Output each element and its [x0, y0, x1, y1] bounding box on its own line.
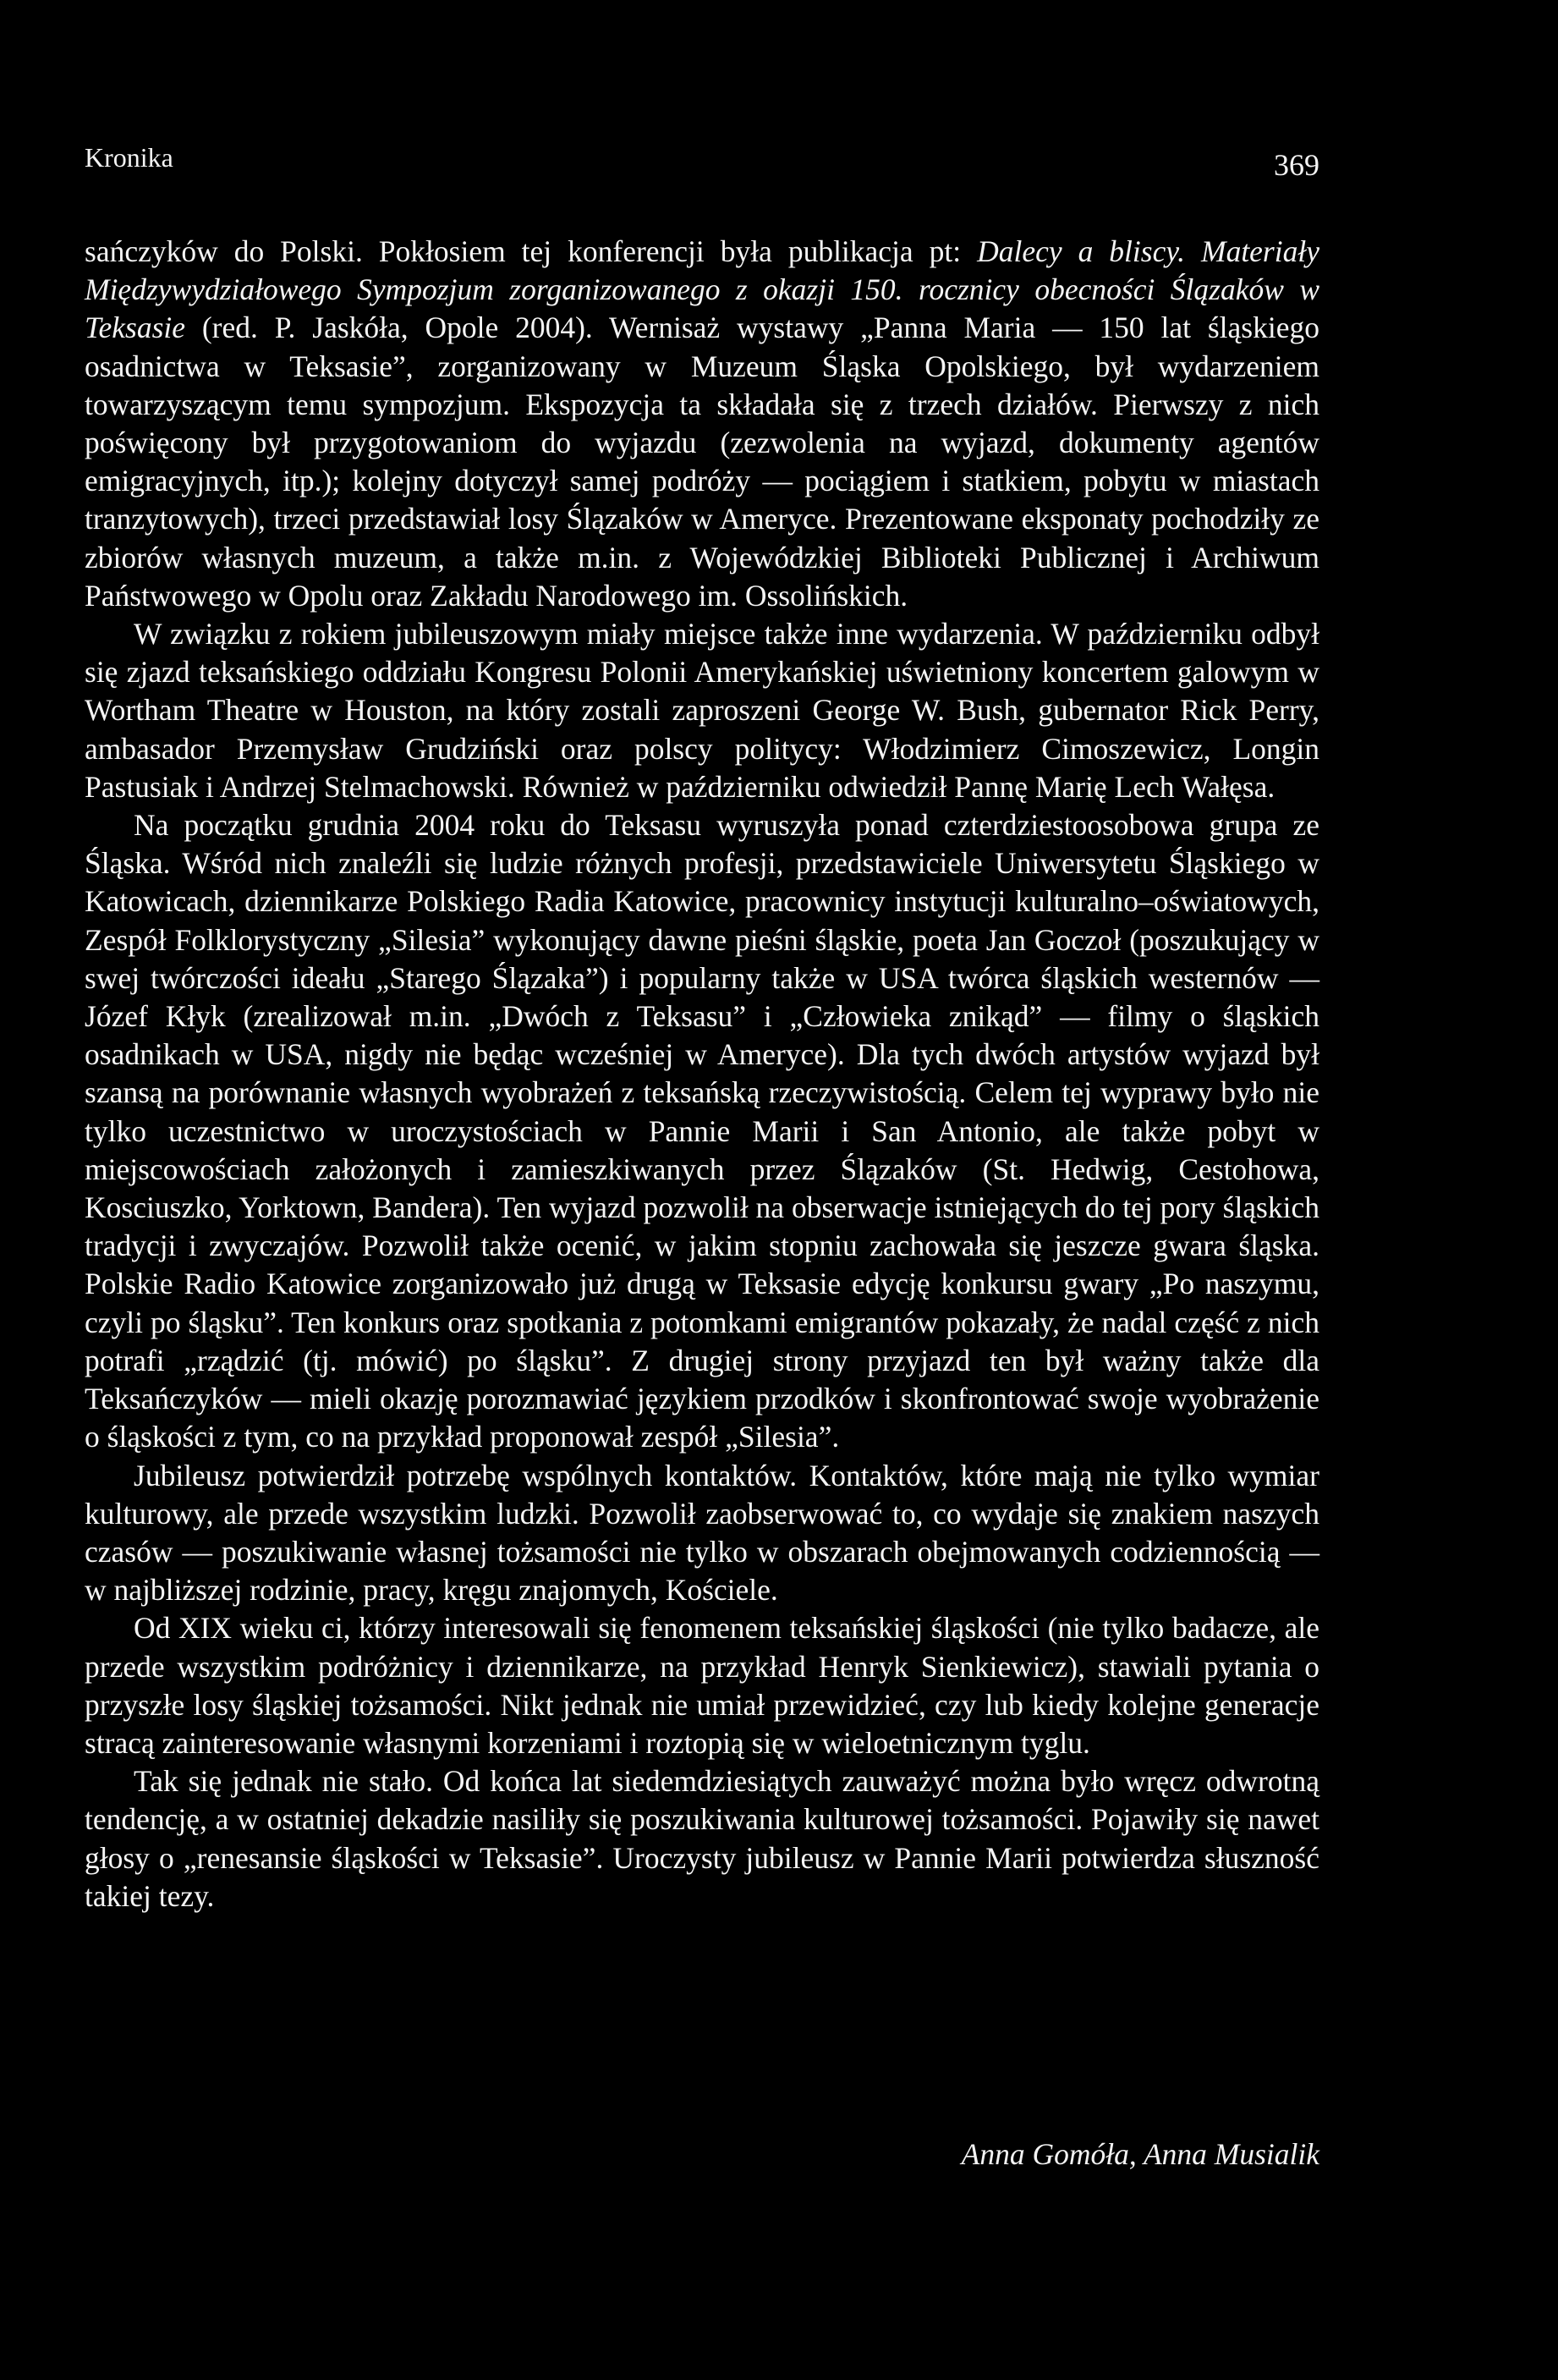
paragraph-6: Tak się jednak nie stało. Od końca lat siedemdziesiątych zauważyć można było wręcz odwrotną tendencję, a w ostatniej dekadzie nasiliły się poszukiwania kulturowej tożsamości. Pojawiły się nawet głosy o „renesansie śląskości w Teksasie”. Uroczysty jubileusz w Pannie Marii potwierdza słuszność takiej tezy.	[85, 1764, 1319, 1913]
publication-title: Dalecy a bliscy. Materiały Międzywydziałowego Sympozjum zorganizowanego z okazji 150. rocznicy obecności Ślązaków w Teksasie	[85, 234, 1319, 345]
paragraph-1-text-a: sańczyków do Polski. Pokłosiem tej konferencji była publikacja pt:	[85, 234, 978, 268]
paragraph-1-text-b: (red. P. Jaskóła, Opole 2004). Wernisaż wystawy „Panna Maria — 150 lat śląskiego osadnictwa w Teksasie”, zorganizowany w Muzeum Śląska Opolskiego, był wydarzeniem towarzyszącym temu sympozjum. Ekspozycja ta składała się z trzech działów. Pierwszy z nich poświęcony był przygotowaniom do wyjazdu (zezwolenia na wyjazd, dokumenty agentów emigracyjnych, itp.); kolejny dotyczył samej podróży — pociągiem i statkiem, pobytu w miastach tranzytowych), trzeci przedstawiał losy Ślązaków w Ameryce. Prezentowane eksponaty pochodziły ze zbiorów własnych muzeum, a także m.in. z Wojewódzkiej Biblioteki Publicznej i Archiwum Państwowego w Opolu oraz Zakładu Narodowego im. Ossolińskich.	[85, 311, 1319, 613]
paragraph-5: Od XIX wieku ci, którzy interesowali się fenomenem teksańskiej śląskości (nie tylko badacze, ale przede wszystkim podróżnicy i dziennikarze, na przykład Henryk Sienkiewicz), stawiali pytania o przyszłe losy śląskiej tożsamości. Nikt jednak nie umiał przewidzieć, czy lub kiedy kolejne generacje stracą zainteresowanie własnymi korzeniami i roztopią się w wieloetnicznym tyglu.	[85, 1611, 1319, 1760]
paragraph-2: W związku z rokiem jubileuszowym miały miejsce także inne wydarzenia. W październiku odbył się zjazd teksańskiego oddziału Kongresu Polonii Amerykańskiej uświetniony koncertem galowym w Wortham Theatre w Houston, na który zostali zaproszeni George W. Bush, gubernator Rick Perry, ambasador Przemysław Grudziński oraz polscy politycy: Włodzimierz Cimoszewicz, Longin Pastusiak i Andrzej Stelmachowski. Również w październiku odwiedził Pannę Marię Lech Wałęsa.	[85, 617, 1319, 804]
article-body	[85, 233, 1319, 1916]
section-title: Kronika	[85, 142, 173, 173]
page-number: 369	[1274, 148, 1319, 182]
paragraph-1	[85, 233, 1319, 615]
paragraph-3: Na początku grudnia 2004 roku do Teksasu wyruszyła ponad czterdziestoosobowa grupa ze Śląska. Wśród nich znaleźli się ludzie różnych profesji, przedstawiciele Uniwersytetu Śląskiego w Katowicach, dziennikarze Polskiego Radia Katowice, pracownicy instytucji kulturalno–oświatowych, Zespół Folklorystyczny „Silesia” wykonujący dawne pieśni śląskie, poeta Jan Goczoł (poszukujący w swej twórczości ideału „Starego Ślązaka”) i popularny także w USA twórca śląskich westernów — Józef Kłyk (zrealizował m.in. „Dwóch z Teksasu” i „Człowieka znikąd” — filmy o śląskich osadnikach w USA, nigdy nie będąc wcześniej w Ameryce). Dla tych dwóch artystów wyjazd był szansą na porównanie własnych wyobrażeń z teksańską rzeczywistością. Celem tej wyprawy było nie tylko uczestnictwo w uroczystościach w Pannie Marii i San Antonio, ale także pobyt w miejscowościach założonych i zamieszkiwanych przez Ślązaków (St. Hedwig, Cestohowa, Kosciuszko, Yorktown, Bandera). Ten wyjazd pozwolił na obserwacje istniejących do tej pory śląskich tradycji i zwyczajów. Pozwolił także ocenić, w jakim stopniu zachowała się jeszcze gwara śląska. Polskie Radio Katowice zorganizowało już drugą w Teksasie edycję konkursu gwary „Po naszymu, czyli po śląsku”. Ten konkurs oraz spotkania z potomkami emigrantów pokazały, że nadal część z nich potrafi „rządzić (tj. mówić) po śląsku”. Z drugiej strony przyjazd ten był ważny także dla Teksańczyków — mieli okazję porozmawiać językiem przodków i skonfrontować swoje wyobrażenie o śląskości z tym, co na przykład proponował zespół „Silesia”.	[85, 808, 1319, 1454]
paragraph-4: Jubileusz potwierdził potrzebę wspólnych kontaktów. Kontaktów, które mają nie tylko wymiar kulturowy, ale przede wszystkim ludzki. Pozwolił zaobserwować to, co wydaje się znakiem naszych czasów — poszukiwanie własnej tożsamości nie tylko w obszarach obejmowanych codziennością — w najbliższej rodzinie, pracy, kręgu znajomych, Kościele.	[85, 1458, 1319, 1608]
running-header	[85, 135, 1319, 186]
author-signature: Anna Gomóła, Anna Musialik	[961, 2137, 1319, 2171]
